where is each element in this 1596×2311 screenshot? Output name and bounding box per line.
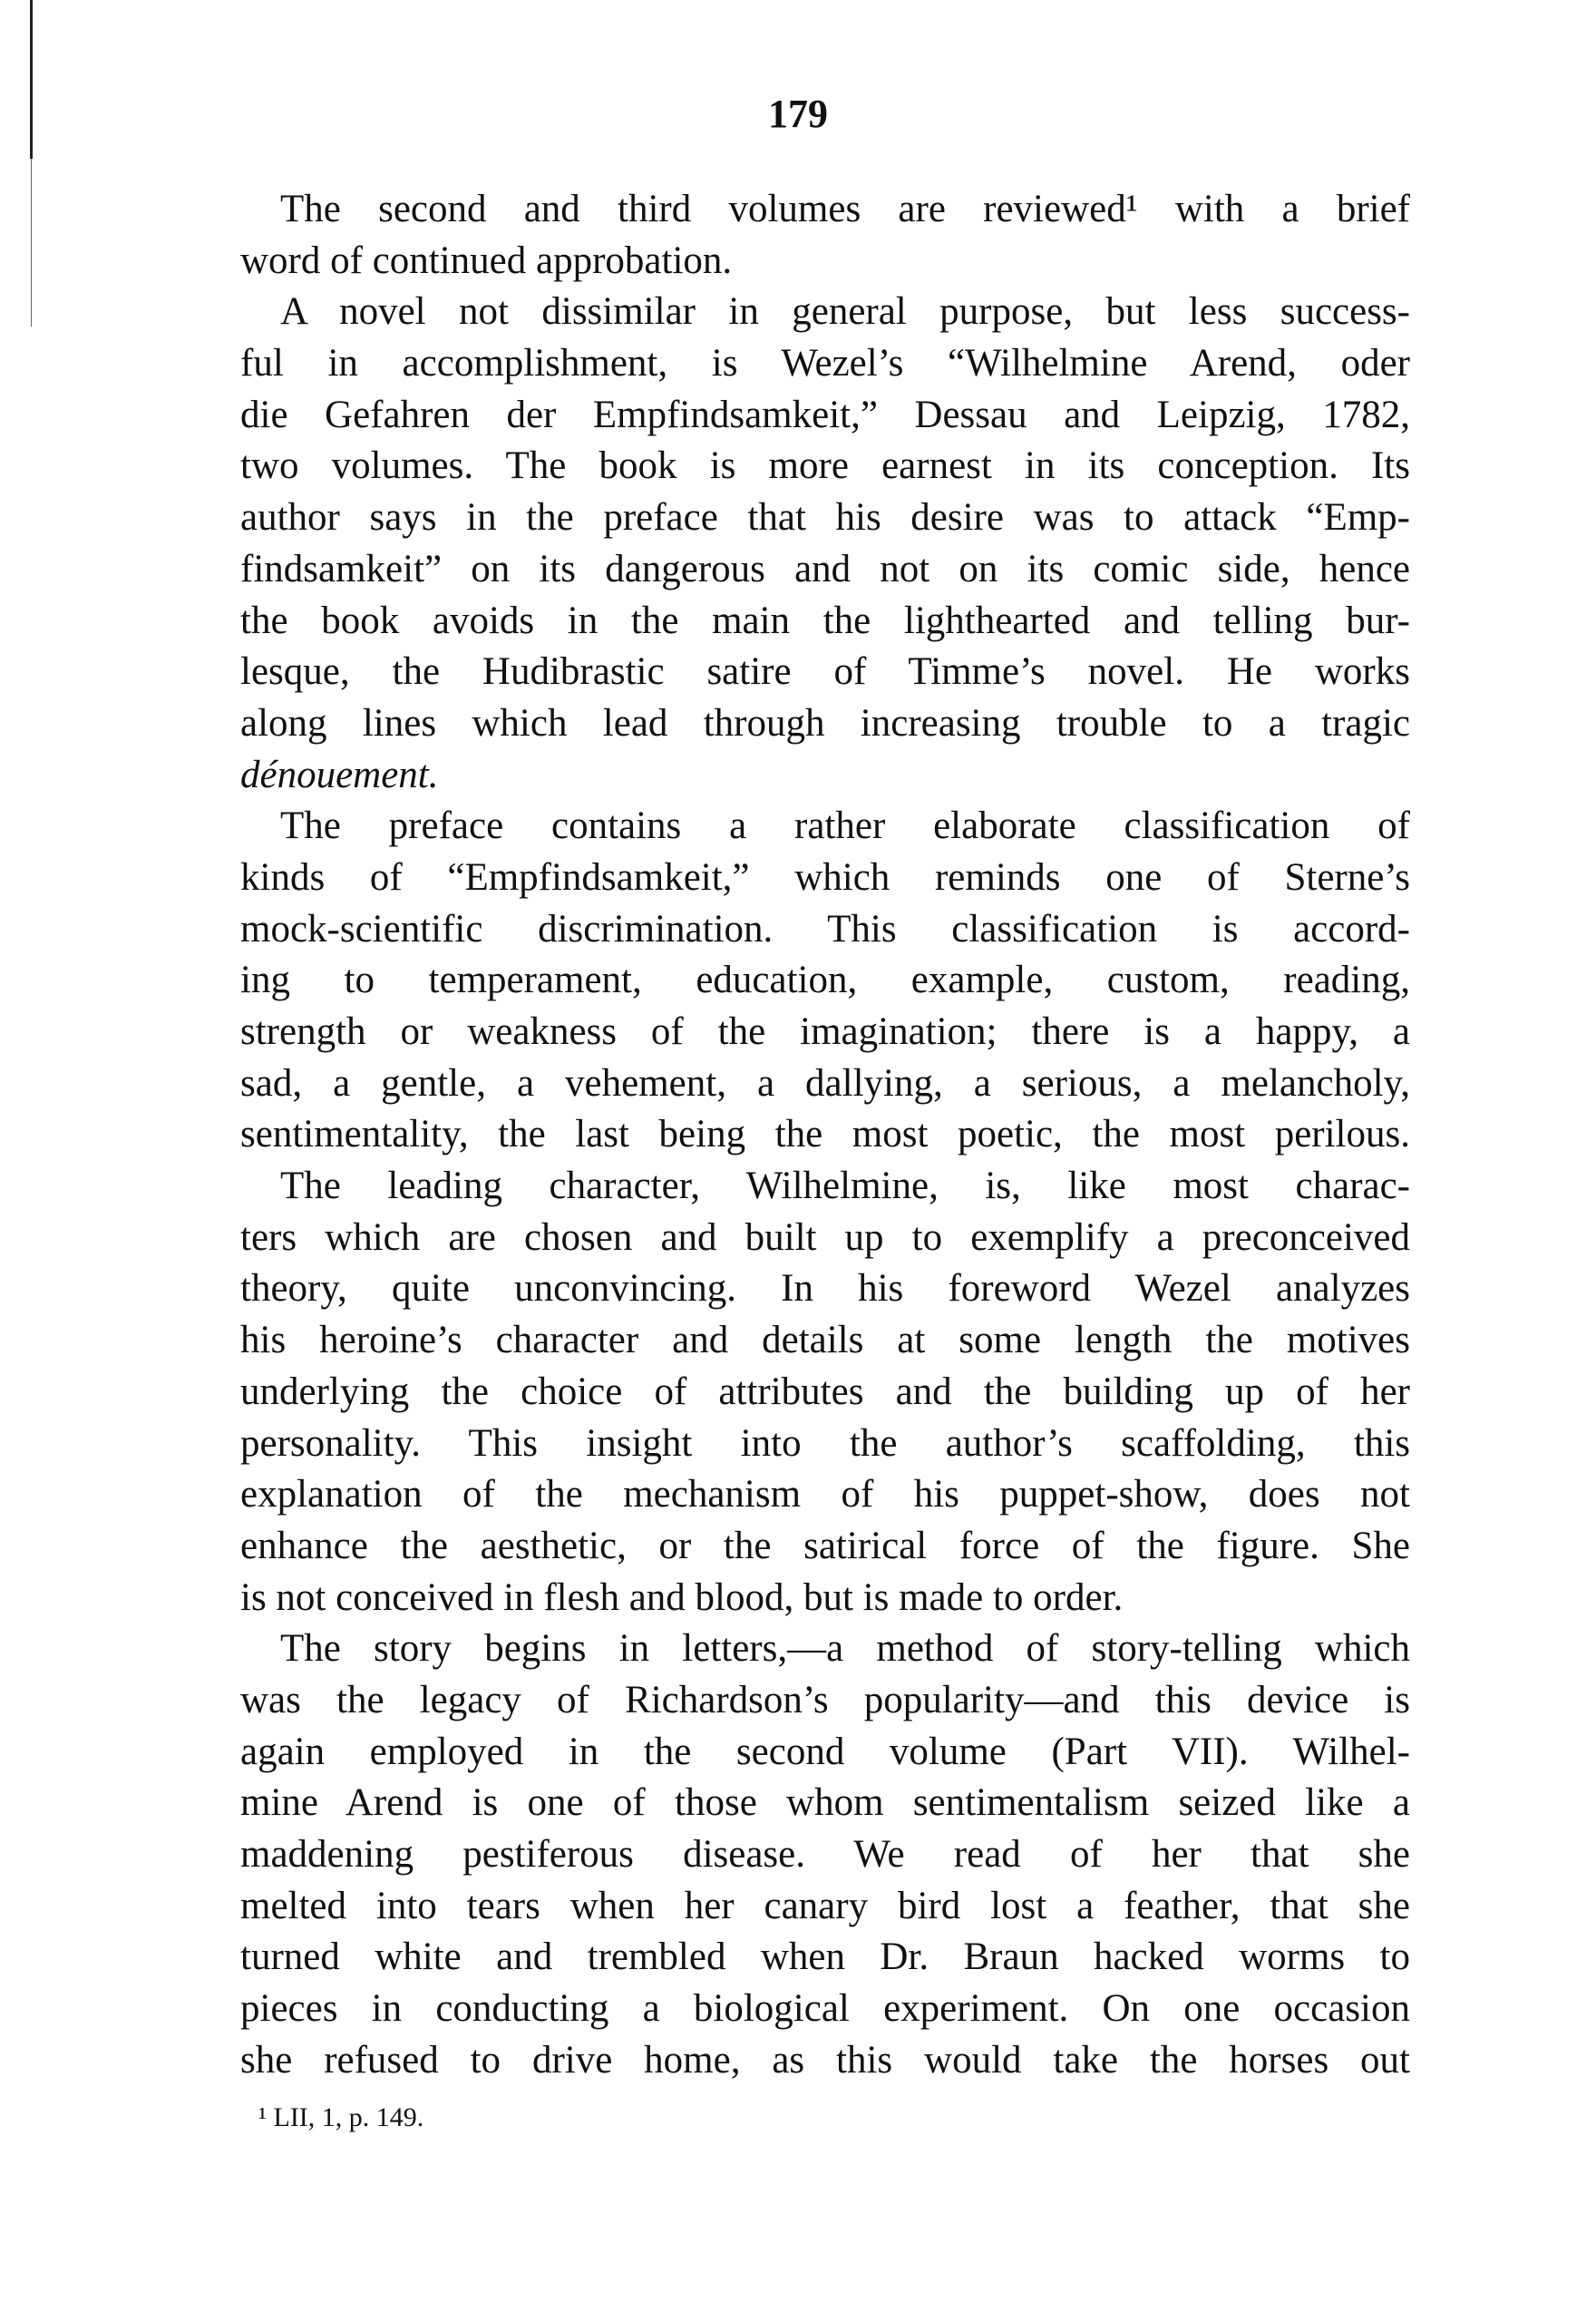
text-line: ters which are chosen and built up to exemplify a preconceived [240,1215,1410,1259]
text-line: The leading character, Wilhelmine, is, like most charac- [280,1165,1410,1208]
text-line: pieces in conducting a biological experiment. On one occasion [240,1987,1410,2031]
text-line: sad, a gentle, a vehement, a dallying, a serious, a melancholy, [240,1061,1410,1105]
footnote: ¹ LII, 1, p. 149. [258,2102,424,2132]
text-line: The second and third volumes are reviewed¹ with a brief [280,188,1410,230]
text-line: melted into tears when her canary bird lost a feather, that she [240,1884,1410,1927]
text-line: kinds of “Empfindsamkeit,” which reminds one of Sterne’s [240,855,1410,899]
page-number: 179 [768,92,828,136]
text-line: sentimentality, the last being the most poetic, the most perilous. [240,1113,1410,1156]
text-line: turned white and trembled when Dr. Braun hacked worms to [240,1936,1410,1979]
text-line: findsamkeit” on its dangerous and not on its comic side, hence [240,547,1410,590]
text-line: his heroine’s character and details at some length the motives [240,1319,1410,1362]
text-line: ing to temperament, education, example, custom, reading, [240,959,1410,1002]
text-line: the book avoids in the main the lighthearted and telling bur- [240,599,1410,642]
text-line: The story begins in letters,—a method of story-telling which [280,1627,1410,1671]
text-line: author says in the preface that his desire was to attack “Emp- [240,496,1410,540]
text-line: enhance the aesthetic, or the satirical force of the figure. She [240,1524,1410,1567]
text-line: ful in accomplishment, is Wezel’s “Wilhelmine Arend, oder [240,342,1410,385]
text-line: is not conceived in flesh and blood, but is made to order. [240,1575,1124,1619]
text-line: again employed in the second volume (Part VII). Wilhel- [240,1730,1410,1773]
text-line: underlying the choice of attributes and the building up of her [240,1370,1410,1413]
text-line: A novel not dissimilar in general purpose, but less success- [280,290,1410,334]
text-line: dénouement. [240,753,439,796]
text-line: The preface contains a rather elaborate classification of [280,804,1410,848]
text-line: she refused to drive home, as this would take the horses out [240,2038,1410,2082]
text-line: two volumes. The book is more earnest in its conception. Its [240,444,1410,488]
text-line: maddening pestiferous disease. We read of her that she [240,1833,1410,1876]
text-line: strength or weakness of the imagination; there is a happy, a [240,1010,1410,1053]
text-line: lesque, the Hudibrastic satire of Timme’s novel. He works [240,650,1410,694]
text-line: mine Arend is one of those whom sentimentalism seized like a [240,1781,1410,1825]
text-line: was the legacy of Richardson’s popularity—and this device is [240,1678,1410,1721]
text-line: explanation of the mechanism of his puppet-show, does not [240,1473,1410,1516]
text-line: mock-scientific discrimination. This classification is accord- [240,907,1410,951]
text-line: die Gefahren der Empfindsamkeit,” Dessau and Leipzig, 1782, [240,393,1410,436]
scan-edge-line-faint [31,159,32,327]
text-line: word of continued approbation. [240,239,733,282]
text-line: personality. This insight into the author’s scaffolding, this [240,1421,1410,1465]
text-line: theory, quite unconvincing. In his foreword Wezel analyzes [240,1267,1410,1311]
body-text [240,184,1410,2086]
text-line: along lines which lead through increasing trouble to a tragic [240,701,1410,745]
